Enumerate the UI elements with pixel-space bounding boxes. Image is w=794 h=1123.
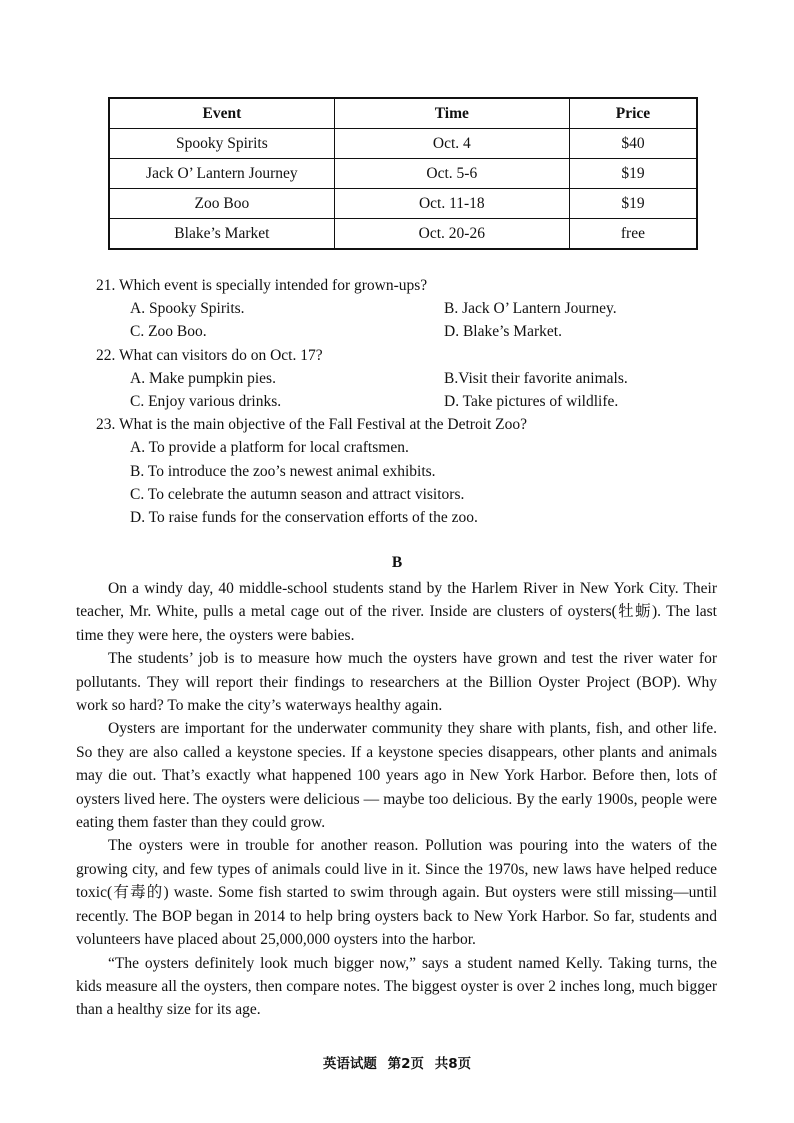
option-c: C. Enjoy various drinks. xyxy=(130,392,282,410)
passage-paragraph: On a windy day, 40 middle-school students stand by the Harlem River in New York City. Their teacher, Mr. White, pulls a metal cage out of the river. Inside are clusters of oysters(牡蛎). The last time they were here, the oysters were babies. xyxy=(76,580,717,644)
question-21-options-row-2 xyxy=(96,320,716,343)
option-b: B.Visit their favorite animals. xyxy=(444,369,628,387)
reading-passage xyxy=(76,577,717,1022)
header-price: Price xyxy=(569,98,697,129)
table-row xyxy=(109,159,697,189)
table-header-row xyxy=(109,98,697,129)
page-footer: 英语试题 第2页 共8页 xyxy=(322,1056,472,1072)
price-cell: $19 xyxy=(569,159,697,189)
option-a: A. Spooky Spirits. xyxy=(130,300,245,318)
price-cell: $40 xyxy=(569,129,697,159)
passage-paragraph: The students’ job is to measure how much the oysters have grown and test the river water for pollutants. They will report their findings to researchers at the Billion Oyster Project (BOP). Why work so hard? To make the city’s waterways healthy again. xyxy=(76,650,717,715)
time-cell: Oct. 5-6 xyxy=(334,159,569,189)
event-cell: Spooky Spirits xyxy=(109,129,334,159)
option-c: C. Zoo Boo. xyxy=(130,323,207,341)
question-22-options-row-2 xyxy=(96,390,716,413)
option-a: A. Make pumpkin pies. xyxy=(130,369,276,387)
time-cell: Oct. 11-18 xyxy=(334,189,569,219)
question-22-options-row-1 xyxy=(96,367,716,390)
event-cell: Blake’s Market xyxy=(109,219,334,250)
questions-block xyxy=(96,274,716,529)
table-row xyxy=(109,129,697,159)
option-c: C. To celebrate the autumn season and attract visitors. xyxy=(130,485,465,503)
header-time: Time xyxy=(334,98,569,129)
price-cell: free xyxy=(569,219,697,250)
time-cell: Oct. 4 xyxy=(334,129,569,159)
passage-paragraph: The oysters were in trouble for another reason. Pollution was pouring into the waters of the growing city, and few types of animals could live in it. Since the 1970s, new laws have helped reduce toxic(有毒的) waste. Some fish started to swim through again. But oysters were still missing—until recently. The BOP began in 2014 to help bring oysters back to New York Harbor. So far, students and volunteers have placed about 25,000,000 oysters into the harbor. xyxy=(76,837,717,949)
option-d: D. Take pictures of wildlife. xyxy=(444,392,619,410)
table-row xyxy=(109,219,697,250)
section-title: B xyxy=(391,554,403,571)
option-a: A. To provide a platform for local craftsmen. xyxy=(130,439,409,457)
option-d: D. Blake’s Market. xyxy=(444,323,562,341)
question-21-stem: 21. Which event is specially intended for grown-ups? xyxy=(96,277,428,294)
table-row xyxy=(109,189,697,219)
header-event: Event xyxy=(109,98,334,129)
event-cell: Zoo Boo xyxy=(109,189,334,219)
time-cell: Oct. 20-26 xyxy=(334,219,569,250)
price-cell: $19 xyxy=(569,189,697,219)
passage-paragraph: Oysters are important for the underwater community they share with plants, fish, and other life. So they are also called a keystone species. If a keystone species disappears, other plants and animals may die out. That’s exactly what happened 100 years ago in New York Harbor. Before then, lots of oysters lived here. The oysters were delicious — maybe too delicious. By the early 1900s, people were eating them faster than they could grow. xyxy=(76,720,717,832)
passage-paragraph: “The oysters definitely look much bigger now,” says a student named Kelly. Taking turns, the kids measure all the oysters, then compare notes. The biggest oyster is over 2 inches long, much bigger than a healthy size for its age. xyxy=(76,954,717,1019)
event-cell: Jack O’ Lantern Journey xyxy=(109,159,334,189)
events-table xyxy=(108,97,698,250)
option-b: B. To introduce the zoo’s newest animal exhibits. xyxy=(130,462,436,480)
option-b: B. Jack O’ Lantern Journey. xyxy=(444,300,617,318)
question-21-options-row-1 xyxy=(96,297,716,320)
question-22-stem: 22. What can visitors do on Oct. 17? xyxy=(96,346,323,364)
option-d: D. To raise funds for the conservation efforts of the zoo. xyxy=(130,508,478,526)
question-23-stem: 23. What is the main objective of the Fall Festival at the Detroit Zoo? xyxy=(96,416,528,434)
